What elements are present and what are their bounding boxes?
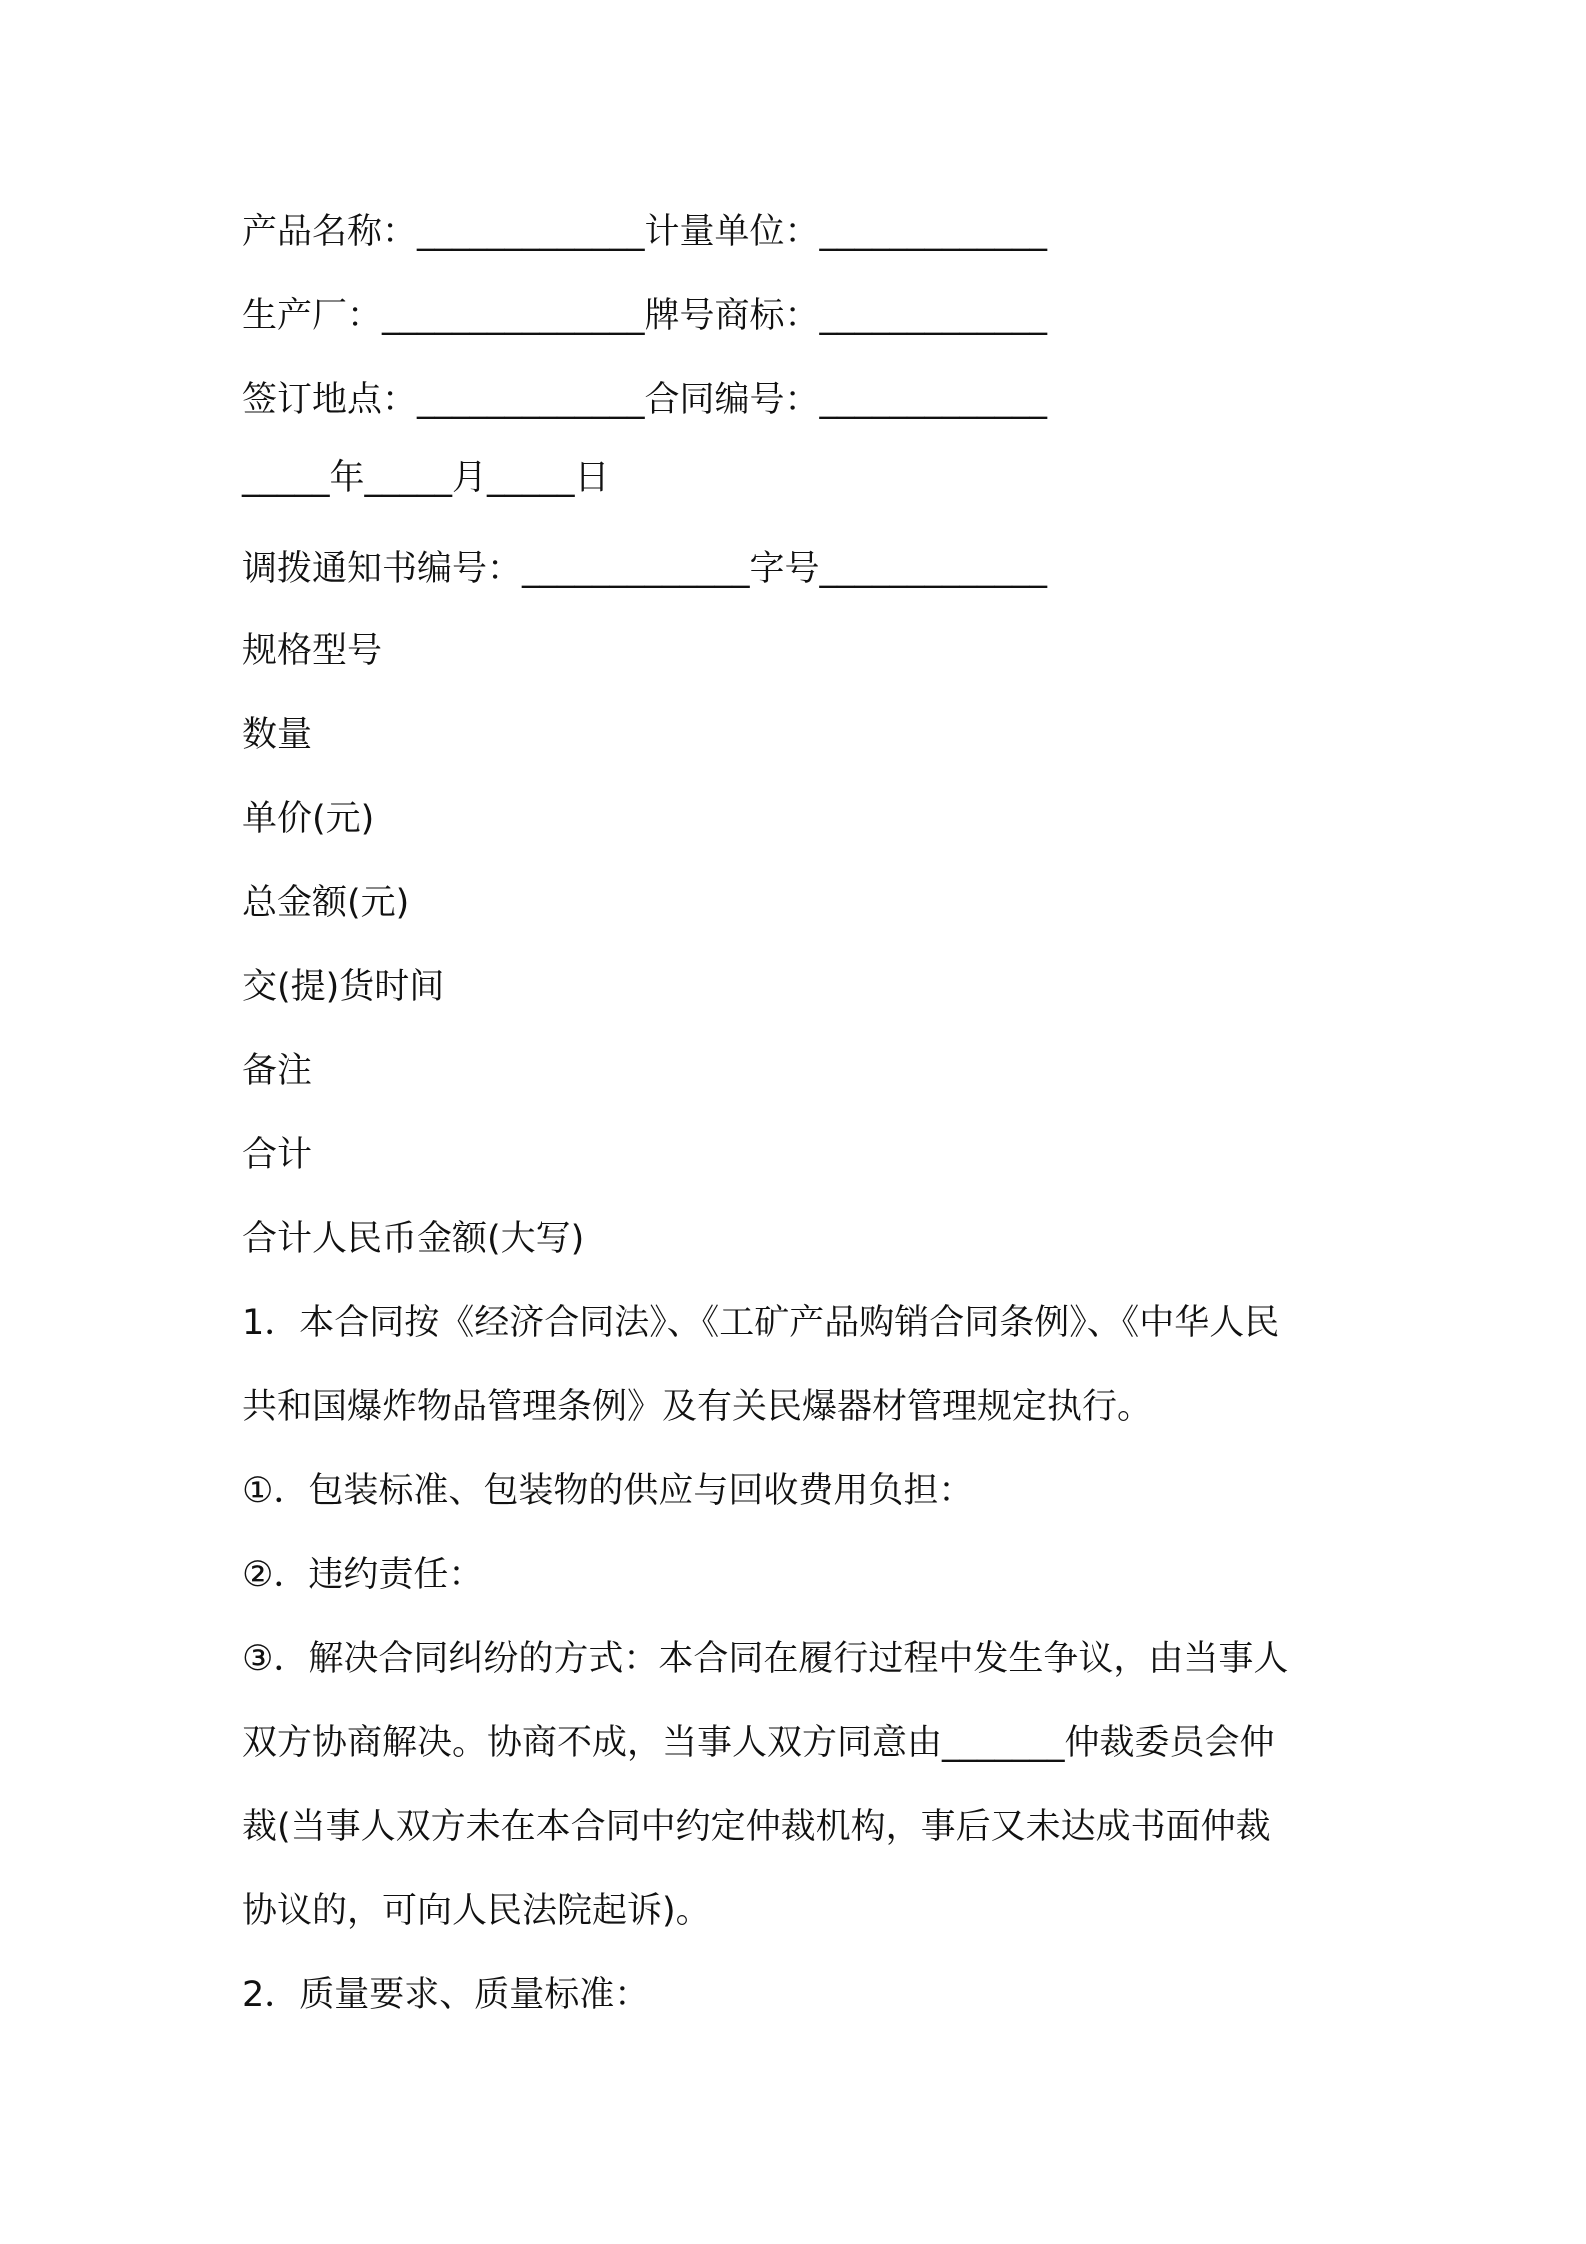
unit-price-label: 单价(元): [242, 799, 375, 839]
signing-place-contract-number-line: 签订地点：_____________合同编号：_____________: [242, 380, 1048, 420]
dispute-clause-line-1: ③．解决合同纠纷的方式：本合同在履行过程中发生争议，由当事人: [242, 1639, 1289, 1679]
liability-clause: ②．违约责任：: [242, 1555, 484, 1595]
dispute-clause-line-2: 双方协商解决。协商不成，当事人双方同意由_______仲裁委员会仲: [242, 1723, 1275, 1763]
packaging-clause: ①．包装标准、包装物的供应与回收费用负担：: [242, 1471, 974, 1511]
total-amount-label: 总金额(元): [242, 883, 410, 923]
quantity-label: 数量: [242, 715, 313, 755]
clause-1-line-1: 1．本合同按《经济合同法》、《工矿产品购销合同条例》、《中华人民: [242, 1303, 1280, 1343]
quality-requirements-clause: 2．质量要求、质量标准：: [242, 1975, 650, 2015]
dispute-clause-line-4: 协议的，可向人民法院起诉)。: [242, 1891, 711, 1931]
remarks-label: 备注: [242, 1051, 313, 1091]
spec-model-label: 规格型号: [242, 631, 383, 671]
product-name-unit-line: 产品名称：_____________计量单位：_____________: [242, 212, 1048, 252]
clause-1-line-2: 共和国爆炸物品管理条例》及有关民爆器材管理规定执行。: [242, 1387, 1153, 1427]
dispute-clause-line-3: 裁(当事人双方未在本合同中约定仲裁机构，事后又未达成书面仲裁: [242, 1807, 1271, 1847]
manufacturer-brand-line: 生产厂：_______________牌号商标：_____________: [242, 296, 1048, 336]
date-line: _____年_____月_____日: [242, 458, 610, 498]
total-rmb-label: 合计人民币金额(大写): [242, 1219, 585, 1259]
delivery-time-label: 交(提)货时间: [242, 967, 445, 1007]
total-label: 合计: [242, 1135, 313, 1175]
allocation-notice-number-line: 调拨通知书编号：_____________字号_____________: [242, 549, 1048, 589]
